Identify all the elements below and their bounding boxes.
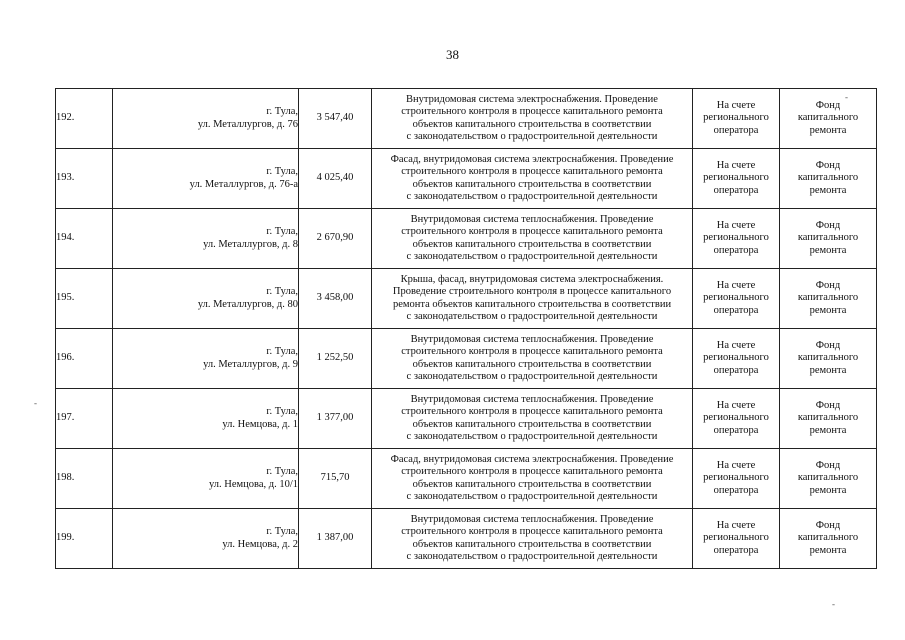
work-description-line: строительного контроля в процессе капитального ремонта: [401, 466, 663, 478]
work-description-cell: [372, 149, 693, 209]
funding-source-line: Фонд: [815, 279, 841, 291]
area-value: 2 670,90: [316, 232, 354, 244]
address-city: г. Тула,: [266, 346, 298, 358]
row-number: 195.: [56, 292, 75, 304]
row-number-cell: [56, 389, 113, 449]
area-value: 3 547,40: [316, 112, 354, 124]
row-number: 194.: [56, 232, 75, 244]
funding-source-line: ремонта: [809, 244, 847, 256]
area-cell: [299, 89, 372, 149]
work-description-line: объектов капитального строительства в соответствии: [412, 478, 652, 490]
scan-speck: -: [34, 398, 37, 408]
address-cell: [113, 269, 299, 329]
funding-source-line: Фонд: [815, 159, 841, 171]
work-description-line: Фасад, внутридомовая система электроснабжения. Проведение: [390, 453, 674, 465]
table-row: [56, 269, 877, 329]
funding-source-line: капитального: [797, 292, 859, 304]
address-city: г. Тула,: [266, 466, 298, 478]
funding-source-line: ремонта: [809, 484, 847, 496]
row-number: 192.: [56, 112, 75, 124]
row-number-cell: [56, 329, 113, 389]
account-type-line: оператора: [713, 304, 759, 316]
funding-source-line: капитального: [797, 532, 859, 544]
funding-source-line: капитального: [797, 412, 859, 424]
address-street: ул. Металлургов, д. 9: [203, 358, 298, 370]
address-cell: [113, 89, 299, 149]
account-type-line: оператора: [713, 244, 759, 256]
work-description-line: с законодательством о градостроительной деятельности: [406, 370, 658, 382]
account-type-line: На счете: [716, 519, 756, 531]
area-cell: [299, 389, 372, 449]
work-description-line: с законодательством о градостроительной деятельности: [406, 490, 658, 502]
work-description-line: объектов капитального строительства в соответствии: [412, 178, 652, 190]
area-cell: [299, 449, 372, 509]
funding-source-cell: [780, 509, 877, 569]
page-number: 38: [446, 47, 459, 62]
address-cell: [113, 389, 299, 449]
funding-source-cell: [780, 209, 877, 269]
account-type-line: На счете: [716, 279, 756, 291]
work-description-line: строительного контроля в процессе капитального ремонта: [401, 106, 663, 118]
row-number-cell: [56, 509, 113, 569]
work-description-cell: [372, 329, 693, 389]
account-type-line: На счете: [716, 99, 756, 111]
funding-source-cell: [780, 89, 877, 149]
funding-source-cell: [780, 329, 877, 389]
account-type-line: На счете: [716, 219, 756, 231]
table-row: [56, 329, 877, 389]
area-cell: [299, 209, 372, 269]
account-type-line: На счете: [716, 159, 756, 171]
table-row: [56, 449, 877, 509]
account-type-line: регионального: [703, 172, 769, 184]
funding-source-line: капитального: [797, 232, 859, 244]
funding-source-cell: [780, 269, 877, 329]
work-description-line: с законодательством о градостроительной деятельности: [406, 550, 658, 562]
work-description-line: строительного контроля в процессе капитального ремонта: [401, 226, 663, 238]
work-description-cell: [372, 89, 693, 149]
table-row: [56, 209, 877, 269]
work-description-line: с законодательством о градостроительной деятельности: [406, 130, 658, 142]
area-value: 715,70: [320, 472, 350, 484]
account-type-line: регионального: [703, 112, 769, 124]
funding-source-line: Фонд: [815, 219, 841, 231]
repair-program-table: [55, 88, 877, 569]
work-description-line: Внутридомовая система теплоснабжения. Проведение: [410, 213, 654, 225]
work-description-line: строительного контроля в процессе капитального ремонта: [401, 406, 663, 418]
table-row: [56, 509, 877, 569]
work-description-line: Внутридомовая система теплоснабжения. Проведение: [410, 393, 654, 405]
funding-source-line: Фонд: [815, 519, 841, 531]
row-number: 193.: [56, 172, 75, 184]
account-type-line: оператора: [713, 544, 759, 556]
work-description-line: объектов капитального строительства в соответствии: [412, 418, 652, 430]
row-number: 198.: [56, 472, 75, 484]
work-description-line: с законодательством о градостроительной деятельности: [406, 250, 658, 262]
account-type-line: На счете: [716, 339, 756, 351]
address-street: ул. Немцова, д. 1: [222, 418, 298, 430]
table-row: [56, 149, 877, 209]
funding-source-cell: [780, 389, 877, 449]
account-type-line: оператора: [713, 124, 759, 136]
address-cell: [113, 149, 299, 209]
address-city: г. Тула,: [266, 226, 298, 238]
funding-source-line: капитального: [797, 352, 859, 364]
address-street: ул. Немцова, д. 2: [222, 538, 298, 550]
area-cell: [299, 509, 372, 569]
work-description-line: Внутридомовая система электроснабжения. Проведение: [406, 93, 658, 105]
work-description-line: объектов капитального строительства в соответствии: [412, 538, 652, 550]
account-type-cell: [693, 329, 780, 389]
row-number: 196.: [56, 352, 75, 364]
funding-source-line: ремонта: [809, 124, 847, 136]
table-row: [56, 389, 877, 449]
account-type-line: регионального: [703, 352, 769, 364]
address-city: г. Тула,: [266, 406, 298, 418]
area-value: 1 387,00: [316, 532, 354, 544]
address-street: ул. Металлургов, д. 76-а: [189, 178, 298, 190]
work-description-line: строительного контроля в процессе капитального ремонта: [401, 166, 663, 178]
account-type-cell: [693, 449, 780, 509]
work-description-line: строительного контроля в процессе капитального ремонта: [401, 346, 663, 358]
funding-source-line: ремонта: [809, 544, 847, 556]
area-cell: [299, 329, 372, 389]
area-value: 1 377,00: [316, 412, 354, 424]
funding-source-line: капитального: [797, 112, 859, 124]
funding-source-line: ремонта: [809, 184, 847, 196]
account-type-cell: [693, 509, 780, 569]
account-type-line: регионального: [703, 532, 769, 544]
table-body: [56, 89, 877, 569]
account-type-line: оператора: [713, 424, 759, 436]
account-type-line: регионального: [703, 412, 769, 424]
scan-speck: -: [832, 599, 835, 609]
work-description-line: ремонта объектов капитального строительства в соответствии: [392, 298, 672, 310]
work-description-line: с законодательством о градостроительной деятельности: [406, 310, 658, 322]
area-cell: [299, 269, 372, 329]
account-type-cell: [693, 389, 780, 449]
address-street: ул. Металлургов, д. 76: [197, 118, 298, 130]
funding-source-line: Фонд: [815, 99, 841, 111]
work-description-cell: [372, 449, 693, 509]
address-city: г. Тула,: [266, 526, 298, 538]
funding-source-cell: [780, 449, 877, 509]
scan-speck: -: [845, 92, 848, 102]
account-type-line: оператора: [713, 484, 759, 496]
work-description-line: Крыша, фасад, внутридомовая система электроснабжения.: [400, 273, 664, 285]
address-street: ул. Металлургов, д. 8: [203, 238, 298, 250]
address-cell: [113, 509, 299, 569]
row-number-cell: [56, 449, 113, 509]
account-type-line: регионального: [703, 292, 769, 304]
row-number: 197.: [56, 412, 75, 424]
work-description-line: Внутридомовая система теплоснабжения. Проведение: [410, 513, 654, 525]
area-value: 3 458,00: [316, 292, 354, 304]
work-description-line: строительного контроля в процессе капитального ремонта: [401, 526, 663, 538]
funding-source-line: капитального: [797, 172, 859, 184]
address-street: ул. Металлургов, д. 80: [197, 298, 298, 310]
row-number-cell: [56, 149, 113, 209]
row-number-cell: [56, 269, 113, 329]
area-cell: [299, 149, 372, 209]
account-type-cell: [693, 269, 780, 329]
area-value: 4 025,40: [316, 172, 354, 184]
address-cell: [113, 209, 299, 269]
address-city: г. Тула,: [266, 166, 298, 178]
account-type-line: На счете: [716, 459, 756, 471]
work-description-line: с законодательством о градостроительной деятельности: [406, 430, 658, 442]
work-description-line: объектов капитального строительства в соответствии: [412, 238, 652, 250]
area-value: 1 252,50: [316, 352, 354, 364]
funding-source-line: ремонта: [809, 304, 847, 316]
work-description-line: Фасад, внутридомовая система электроснабжения. Проведение: [390, 153, 674, 165]
account-type-cell: [693, 89, 780, 149]
funding-source-line: Фонд: [815, 459, 841, 471]
address-city: г. Тула,: [266, 106, 298, 118]
address-cell: [113, 329, 299, 389]
work-description-line: с законодательством о градостроительной деятельности: [406, 190, 658, 202]
table-row: [56, 89, 877, 149]
address-city: г. Тула,: [266, 286, 298, 298]
work-description-cell: [372, 389, 693, 449]
account-type-line: На счете: [716, 399, 756, 411]
work-description-line: Проведение строительного контроля в процессе капитального: [392, 286, 672, 298]
work-description-line: объектов капитального строительства в соответствии: [412, 358, 652, 370]
account-type-line: оператора: [713, 184, 759, 196]
funding-source-line: ремонта: [809, 424, 847, 436]
row-number-cell: [56, 209, 113, 269]
funding-source-line: Фонд: [815, 339, 841, 351]
account-type-line: оператора: [713, 364, 759, 376]
funding-source-line: ремонта: [809, 364, 847, 376]
work-description-line: объектов капитального строительства в соответствии: [412, 118, 652, 130]
address-street: ул. Немцова, д. 10/1: [208, 478, 298, 490]
work-description-line: Внутридомовая система теплоснабжения. Проведение: [410, 333, 654, 345]
funding-source-line: Фонд: [815, 399, 841, 411]
account-type-line: регионального: [703, 472, 769, 484]
work-description-cell: [372, 509, 693, 569]
work-description-cell: [372, 209, 693, 269]
account-type-cell: [693, 149, 780, 209]
account-type-cell: [693, 209, 780, 269]
address-cell: [113, 449, 299, 509]
account-type-line: регионального: [703, 232, 769, 244]
row-number: 199.: [56, 532, 75, 544]
work-description-cell: [372, 269, 693, 329]
funding-source-line: капитального: [797, 472, 859, 484]
funding-source-cell: [780, 149, 877, 209]
row-number-cell: [56, 89, 113, 149]
